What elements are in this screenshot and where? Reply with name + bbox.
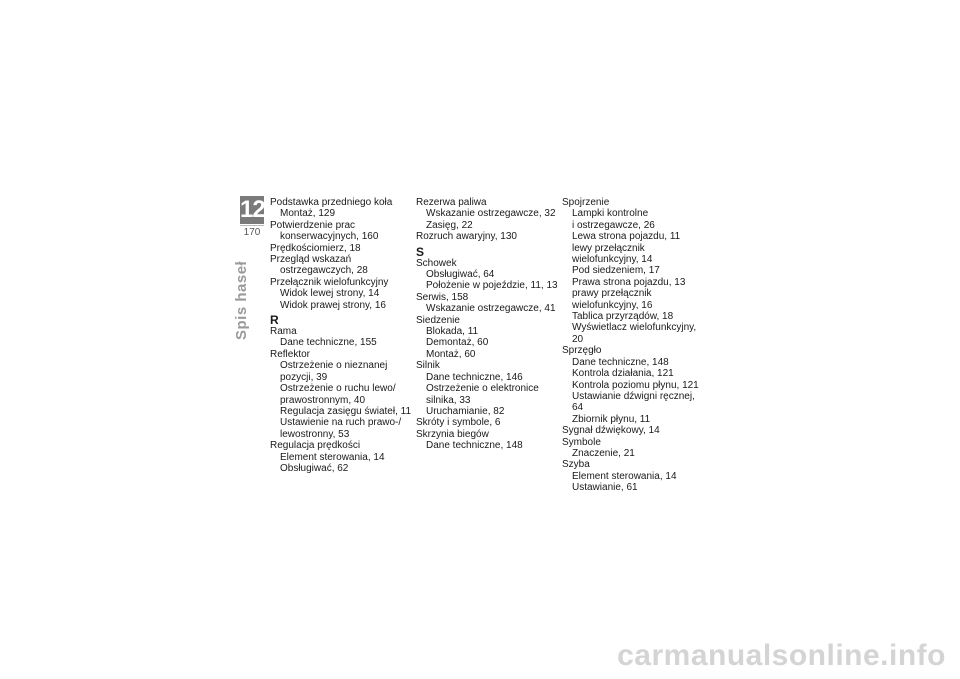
index-subentry: Element sterowania, 14 — [280, 451, 385, 463]
index-subentry: wielofunkcyjny, 16 — [572, 299, 653, 311]
index-subentry: prawy przełącznik — [572, 288, 652, 300]
index-subentry: Ostrzeżenie o elektronice — [426, 383, 539, 395]
section-title: Spis haseł — [233, 260, 250, 340]
index-subentry: lewostronny, 53 — [280, 428, 350, 440]
index-letter: R — [270, 313, 279, 328]
index-subentry: Wskazanie ostrzegawcze, 32 — [426, 208, 556, 220]
index-subentry: Ustawianie, 61 — [572, 482, 638, 494]
index-subentry: Położenie w pojeździe, 11, 13 — [426, 280, 558, 292]
index-entry: Przegląd wskazań — [270, 254, 352, 266]
index-entry: Siedzenie — [416, 314, 460, 326]
index-entry: Rozruch awaryjny, 130 — [416, 231, 517, 243]
index-entry: Skróty i symbole, 6 — [416, 417, 501, 429]
index-subentry: Lampki kontrolne — [572, 208, 649, 220]
index-entry: Skrzynia biegów — [416, 428, 489, 440]
index-subentry: Znaczenie, 21 — [572, 447, 635, 459]
index-subentry: Pod siedzeniem, 17 — [572, 265, 660, 277]
index-entry: Rezerwa paliwa — [416, 197, 487, 208]
index-entry: Przełącznik wielofunkcyjny — [270, 276, 389, 288]
index-subentry: lewy przełącznik — [572, 242, 645, 254]
index-subentry: Montaż, 60 — [426, 348, 476, 360]
index-entry: Rama — [270, 326, 297, 338]
index-subentry: Zbiornik płynu, 11 — [572, 413, 651, 425]
index-subentry: Lewa strona pojazdu, 11 — [572, 231, 681, 243]
index-entry: Silnik — [416, 360, 440, 372]
index-subentry: Demontaż, 60 — [426, 337, 489, 349]
index-column-2 — [416, 197, 561, 452]
index-column-3 — [562, 197, 707, 494]
index-entry: Potwierdzenie prac — [270, 219, 356, 231]
index-subentry: Regulacja zasięgu świateł, 11 — [280, 405, 412, 417]
index-subentry: Dane techniczne, 146 — [426, 371, 523, 383]
index-subentry: Blokada, 11 — [426, 326, 479, 338]
index-entry: Spojrzenie — [562, 197, 610, 208]
index-subentry: Tablica przyrządów, 18 — [572, 311, 674, 323]
index-subentry: Ostrzeżenie o nieznanej — [280, 360, 388, 372]
index-subentry: i ostrzegawcze, 26 — [572, 219, 655, 231]
index-column-1 — [270, 197, 415, 474]
index-subentry: Prawa strona pojazdu, 13 — [572, 276, 686, 288]
index-subentry: Kontrola działania, 121 — [572, 368, 674, 380]
index-subentry: Wyświetlacz wielofunkcyjny, 20 — [572, 322, 697, 345]
index-subentry: Obsługiwać, 62 — [280, 462, 349, 474]
index-letter: S — [416, 244, 425, 259]
index-subentry: prawostronnym, 40 — [280, 394, 366, 406]
index-entry: Reflektor — [270, 348, 311, 360]
index-subentry: Widok prawej strony, 16 — [280, 299, 386, 311]
index-subentry: Uruchamianie, 82 — [426, 405, 505, 417]
index-entry: Szyba — [562, 459, 590, 471]
index-subentry: Dane techniczne, 148 — [572, 356, 669, 368]
index-subentry: Zasięg, 22 — [426, 219, 473, 231]
index-subentry: Element sterowania, 14 — [572, 470, 677, 482]
index-subentry: Ustawienie na ruch prawo-/ — [280, 417, 402, 429]
index-entry: Sygnał dźwiękowy, 14 — [562, 425, 660, 437]
index-entry: Regulacja prędkości — [270, 440, 361, 452]
index-subentry: Kontrola poziomu płynu, 121 — [572, 379, 699, 391]
index-entry: Podstawka przedniego koła — [270, 197, 393, 208]
index-subentry: Montaż, 129 — [280, 208, 336, 220]
index-subentry: Widok lewej strony, 14 — [280, 288, 380, 300]
index-subentry: Obsługiwać, 64 — [426, 269, 495, 281]
watermark: carmanualsonline.info — [617, 639, 946, 672]
index-subentry: Ostrzeżenie o ruchu lewo/ — [280, 383, 396, 395]
index-subentry: konserwacyjnych, 160 — [280, 231, 379, 243]
page-number: 170 — [240, 225, 264, 238]
index-subentry: Wskazanie ostrzegawcze, 41 — [426, 303, 556, 315]
index-subentry: Dane techniczne, 155 — [280, 337, 377, 349]
index-subentry: Ustawianie dźwigni ręcznej, 64 — [572, 390, 695, 414]
index-entry: Symbole — [562, 436, 601, 448]
index-subentry: ostrzegawczych, 28 — [280, 265, 368, 277]
chapter-number: 12 — [240, 196, 265, 223]
index-entry: Serwis, 158 — [416, 291, 469, 303]
index-entry: Schowek — [416, 257, 457, 269]
index-entry: Prędkościomierz, 18 — [270, 242, 361, 254]
index-subentry: pozycji, 39 — [280, 371, 328, 383]
index-entry: Sprzęgło — [562, 345, 602, 357]
index-subentry: Dane techniczne, 148 — [426, 440, 523, 452]
index-subentry: wielofunkcyjny, 14 — [572, 254, 653, 266]
index-subentry: silnika, 33 — [426, 394, 471, 406]
chapter-marker — [240, 196, 264, 238]
